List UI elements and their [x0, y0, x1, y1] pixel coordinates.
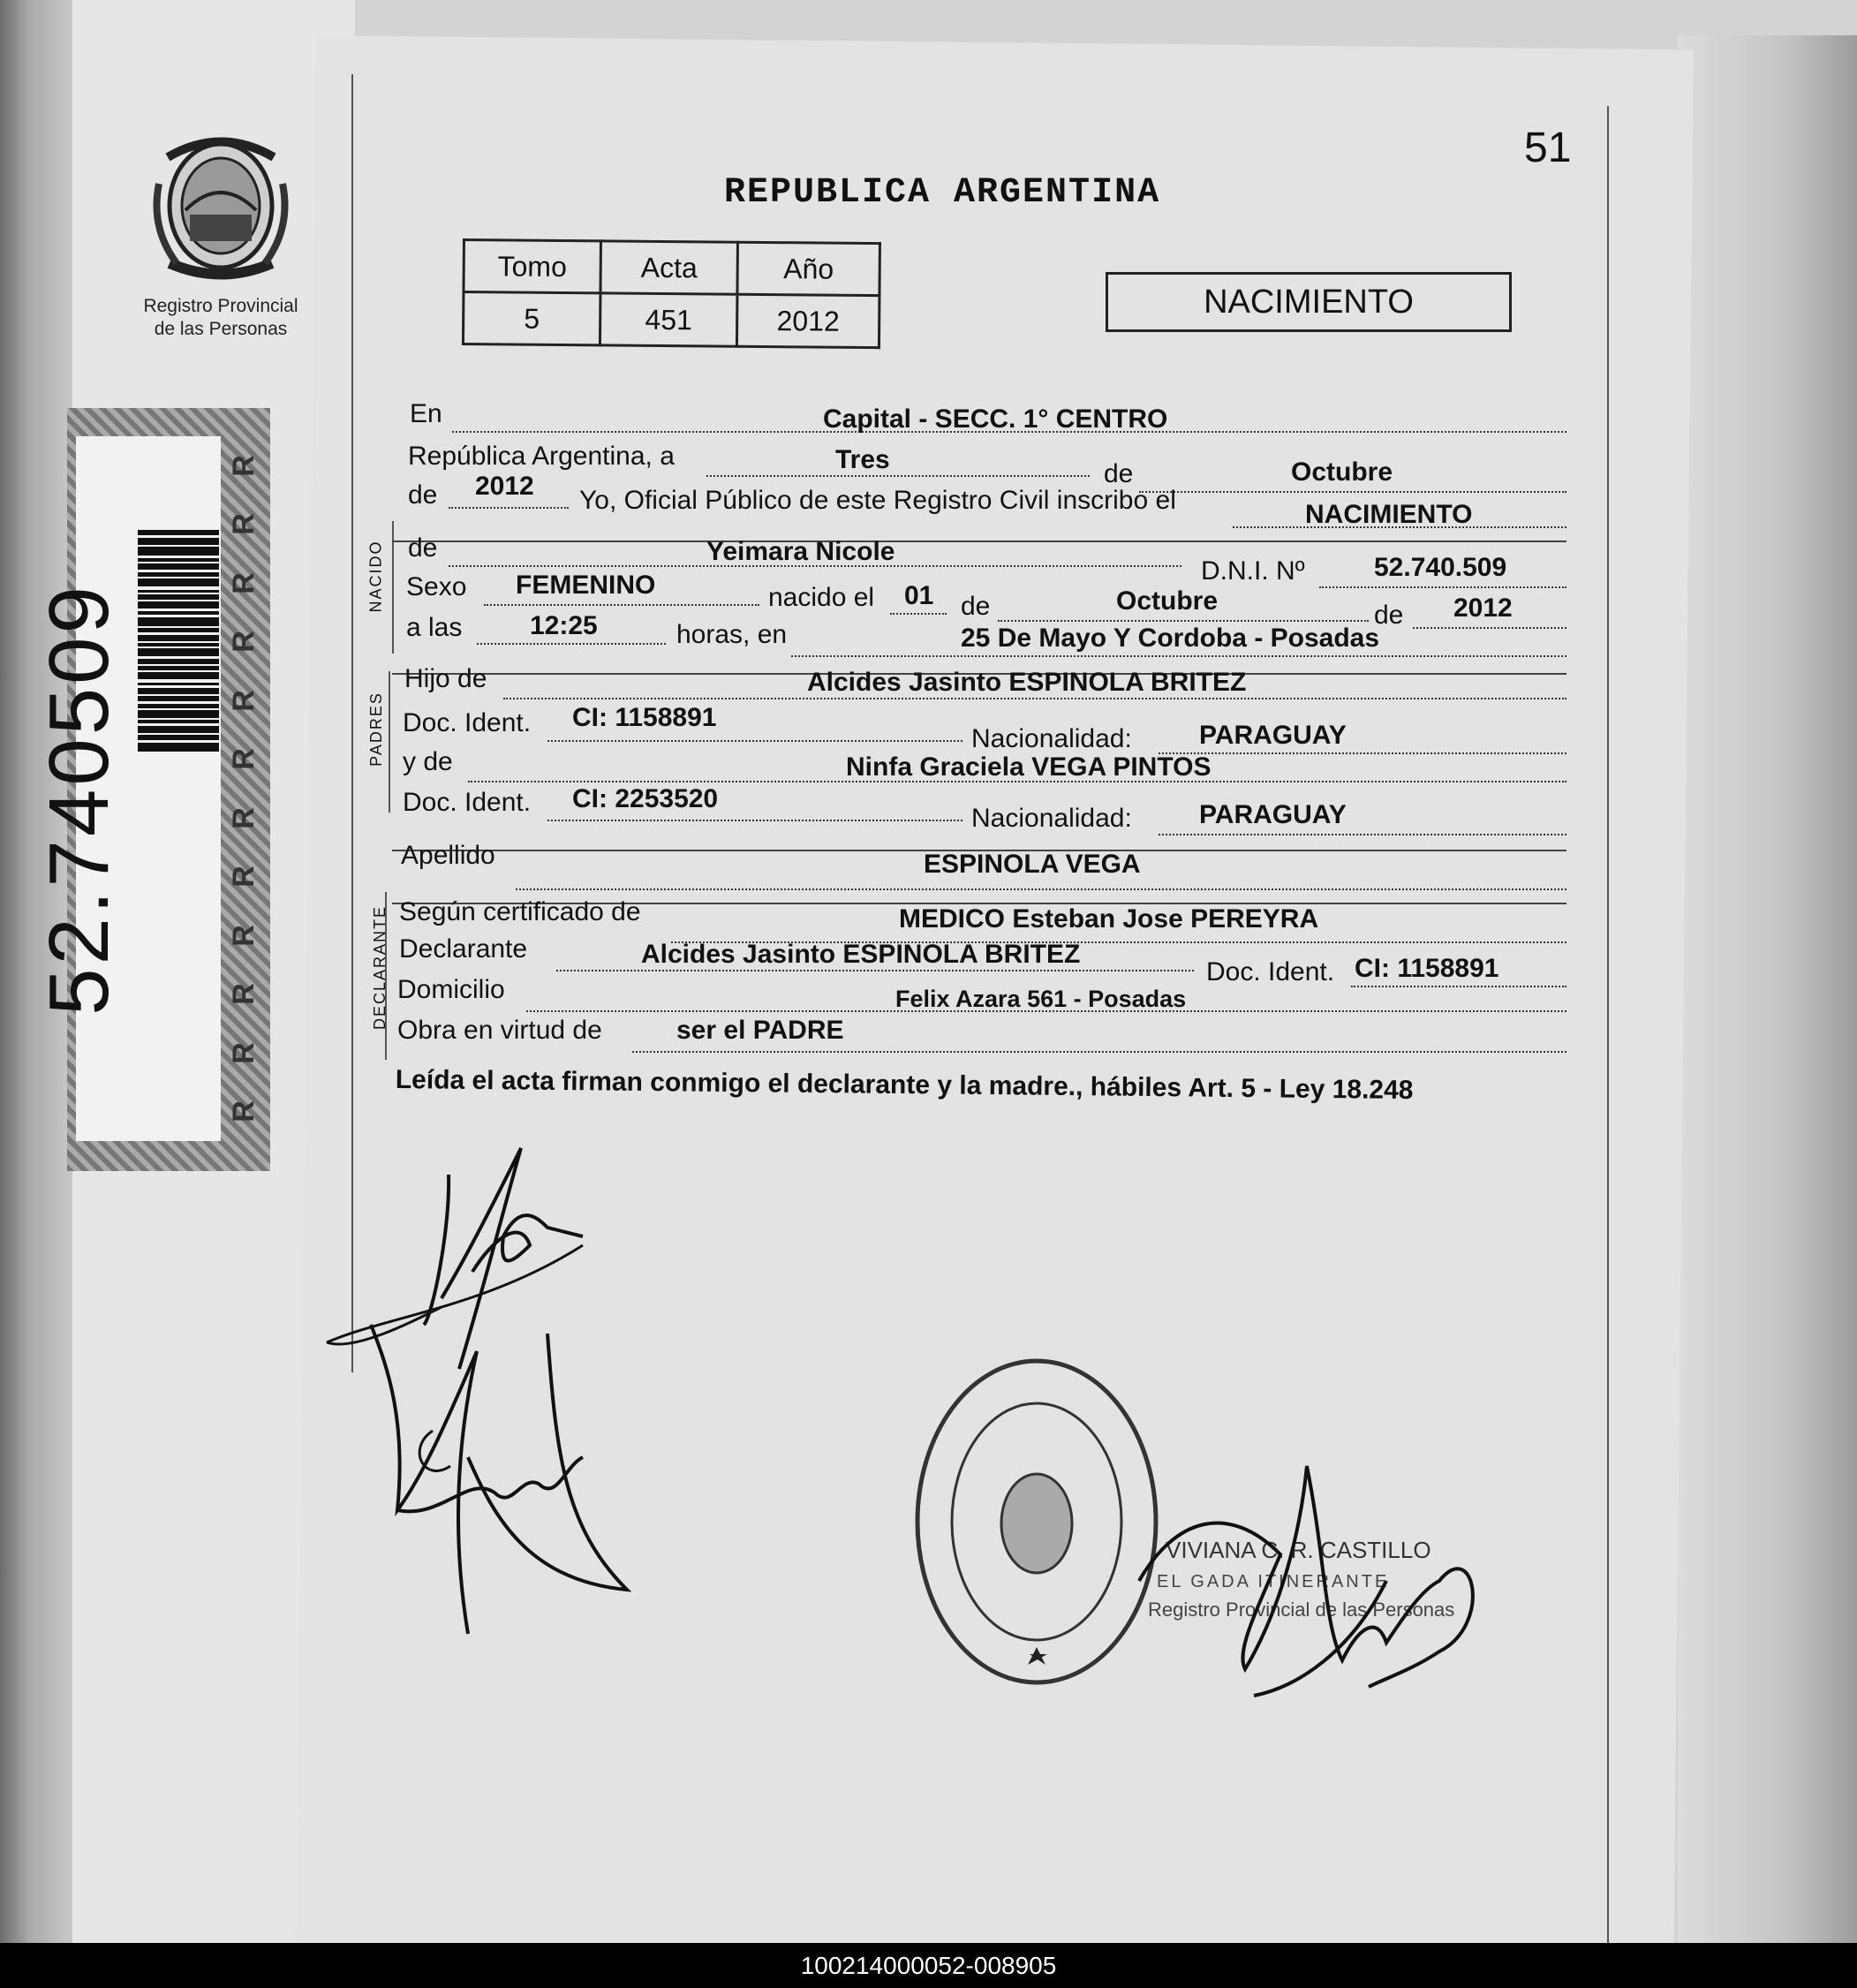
security-letter: R: [226, 983, 260, 1006]
stamp-official-role: EL GADA ITINERANTE: [1157, 1572, 1390, 1591]
value-acta: 451: [600, 293, 737, 346]
section-bracket-padres: [389, 671, 390, 813]
value-doc1: CI: 1158891: [572, 703, 717, 732]
label-apellido: Apellido: [401, 841, 495, 870]
label-certificado: Según certificado de: [399, 897, 641, 926]
dotted-line: [1413, 627, 1566, 629]
dotted-line: [516, 888, 1566, 890]
dotted-line: [1159, 752, 1566, 754]
stamp-official-org: Registro Provincial de las Personas: [1148, 1599, 1455, 1621]
dotted-line: [449, 507, 569, 509]
registry-table: [462, 238, 881, 349]
dotted-line: [484, 604, 759, 606]
value-birth-place: 25 De Mayo Y Cordoba - Posadas: [961, 624, 1380, 653]
security-letter: R: [226, 513, 260, 536]
label-de2: de: [408, 480, 438, 510]
section-declarante: DECLARANTE: [371, 904, 389, 1031]
label-horas: horas, en: [676, 620, 788, 649]
value-birth-month: Octubre: [1116, 586, 1219, 616]
section-bracket-declarante: [385, 892, 387, 1060]
label-domicilio: Domicilio: [397, 975, 505, 1004]
dotted-line: [556, 970, 1194, 971]
document-title: REPUBLICA ARGENTINA: [724, 173, 1161, 213]
signature-madre: [336, 1298, 653, 1652]
value-certificado: MEDICO Esteban Jose PEREYRA: [899, 904, 1319, 934]
value-obra: ser el PADRE: [676, 1016, 844, 1045]
section-nacido: NACIDO: [366, 540, 385, 613]
dotted-line: [632, 1051, 1566, 1053]
label-nacionalidad1: Nacionalidad:: [971, 724, 1132, 753]
dotted-line: [1351, 986, 1566, 987]
label-doc2: Doc. Ident.: [403, 788, 532, 817]
label-de5: de: [1374, 601, 1404, 630]
scan-footer: 100214000052-008905: [0, 1943, 1857, 1988]
value-nacionalidad1: PARAGUAY: [1199, 721, 1347, 750]
dotted-line: [791, 655, 1566, 657]
dotted-line: [547, 820, 962, 821]
label-nacido: nacido el: [768, 583, 875, 612]
label-de3: de: [408, 533, 438, 563]
label-declarante: Declarante: [399, 934, 528, 964]
value-month: Octubre: [1291, 457, 1393, 487]
registry-name-line2: de las Personas: [154, 319, 288, 339]
security-letter: R: [226, 1100, 260, 1123]
header-tomo: Tomo: [464, 240, 601, 293]
label-doc3: Doc. Ident.: [1206, 957, 1335, 986]
page-stack-edge: [1678, 35, 1857, 1943]
value-father: Alcides Jasinto ESPINOLA BRITEZ: [807, 668, 1247, 697]
security-letters: [223, 436, 265, 1141]
value-inscribe: NACIMIENTO: [1305, 500, 1473, 529]
security-letter: R: [226, 806, 260, 829]
label-nacionalidad2: Nacionalidad:: [971, 804, 1132, 833]
value-doc2: CI: 2253520: [572, 784, 719, 813]
dotted-line: [477, 643, 666, 645]
label-sexo: Sexo: [406, 572, 467, 601]
value-declarante: Alcides Jasinto ESPINOLA BRITEZ: [641, 940, 1081, 969]
security-letter: R: [226, 454, 260, 477]
security-letter: R: [226, 571, 260, 594]
dotted-line: [890, 613, 947, 615]
value-tomo: 5: [463, 292, 600, 345]
value-sexo: FEMENINO: [516, 571, 656, 600]
closing-statement: Leída el acta firman conmigo el declarante y la madre., hábiles Art. 5 - Ley 18.248: [395, 1065, 1414, 1106]
header-ano: Año: [737, 242, 880, 295]
security-letter: R: [226, 1041, 260, 1064]
value-child-name: Yeimara Nicole: [706, 537, 895, 566]
value-dni: 52.740.509: [1374, 553, 1507, 582]
dotted-line: [1159, 834, 1566, 835]
registry-table-values: [463, 292, 879, 348]
value-time: 12:25: [530, 611, 598, 640]
value-nacionalidad2: PARAGUAY: [1199, 800, 1347, 829]
dotted-line: [998, 620, 1369, 622]
registry-name-line1: Registro Provincial: [143, 296, 298, 316]
label-yde: y de: [403, 747, 453, 776]
divider: [392, 540, 1566, 542]
label-alas: a las: [406, 613, 463, 642]
label-official-text: Yo, Oficial Público de este Registro Civil inscribo el: [579, 486, 1176, 515]
value-apellido: ESPINOLA VEGA: [924, 850, 1141, 879]
value-mother: Ninfa Graciela VEGA PINTOS: [846, 752, 1212, 782]
value-doc3: CI: 1158891: [1355, 954, 1499, 983]
value-year: 2012: [475, 472, 534, 501]
dotted-line: [1319, 586, 1566, 588]
barcode-icon: [138, 530, 219, 1051]
page-right-margin-line: [1607, 106, 1609, 1943]
stamp-official-name: VIVIANA C. R. CASTILLO: [1166, 1537, 1431, 1563]
header-acta: Acta: [600, 241, 738, 294]
dotted-line: [706, 475, 1090, 477]
vertical-document-number: 52.740509: [32, 583, 126, 1016]
value-birth-day: 01: [904, 581, 934, 610]
label-dni: D.N.I. Nº: [1201, 556, 1305, 586]
security-letter: R: [226, 689, 260, 712]
page-number: 51: [1524, 125, 1572, 171]
registry-name: [115, 295, 327, 341]
dotted-line: [547, 740, 962, 742]
label-republica: República Argentina, a: [408, 442, 675, 471]
dotted-line: [1139, 491, 1566, 493]
security-letter: R: [226, 865, 260, 888]
label-de4: de: [961, 592, 991, 621]
registry-table-header: [464, 240, 879, 296]
security-letter: R: [226, 924, 260, 947]
value-birth-year: 2012: [1453, 593, 1513, 623]
label-en: En: [410, 399, 442, 428]
value-day: Tres: [835, 445, 890, 474]
label-obra: Obra en virtud de: [397, 1016, 602, 1045]
value-place-registry: Capital - SECC. 1° CENTRO: [823, 404, 1168, 434]
signature-official: [1121, 1448, 1492, 1705]
security-letter: R: [226, 631, 260, 654]
dotted-line: [503, 698, 1566, 699]
label-doc1: Doc. Ident.: [403, 708, 532, 737]
misiones-crest-icon: [150, 131, 291, 281]
value-domicilio: Felix Azara 561 - Posadas: [895, 986, 1187, 1012]
record-type-box: NACIMIENTO: [1106, 272, 1512, 332]
section-padres: PADRES: [366, 692, 385, 767]
security-letter: R: [226, 748, 260, 771]
value-ano: 2012: [736, 294, 879, 347]
label-hijo: Hijo de: [404, 664, 487, 693]
label-de: de: [1104, 459, 1134, 488]
